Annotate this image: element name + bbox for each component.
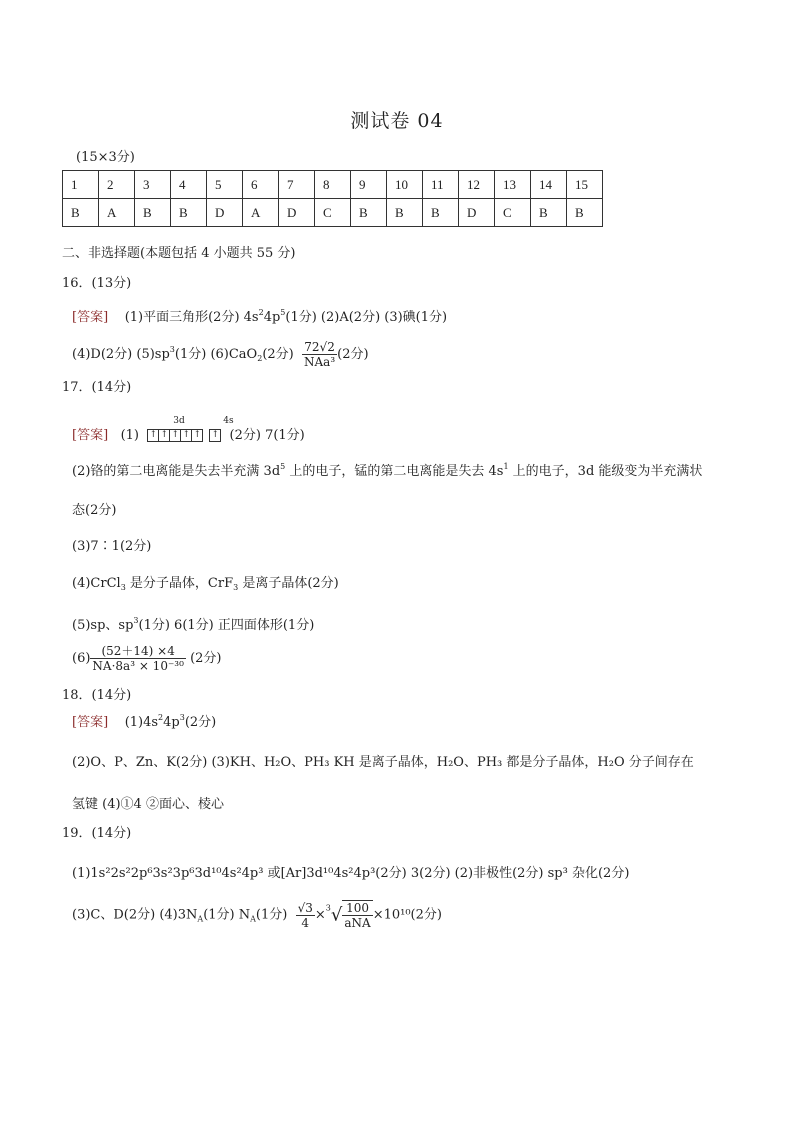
q17-line6: (5)sp、$sp^3(1$分) 6(1分) 正四面体形(1分) <box>72 616 315 633</box>
q16-line1: [答案] (1)平面三角形(2分) $4s^24p^5(1$分) (2)A(2分) (3)碘(1分) <box>72 308 448 325</box>
question-number-cell: 14 <box>531 171 567 199</box>
question-number-cell: 3 <box>135 171 171 199</box>
question-number-cell: 2 <box>99 171 135 199</box>
answer-cell: B <box>135 199 171 227</box>
question-number-cell: 15 <box>567 171 603 199</box>
q16-line2: (4)D(2分) $(5)sp^3(1$分) (6)CaO$_2$(2分) $\frac{72√2}{\text{NAa³}}$ (2分) <box>72 340 369 369</box>
answer-cell: B <box>171 199 207 227</box>
question-number-cell: 13 <box>495 171 531 199</box>
answer-cell: A <box>99 199 135 227</box>
orbital-4s-box: ↑ <box>209 429 221 442</box>
q17-line2: (2)铬的第二电离能是失去半充满 $3d^5$ 上的电子，锰的第二电离能是失去 $4s^1$ 上的电子，3d 能级变为半充满状 <box>72 462 703 479</box>
answer-cell: B <box>387 199 423 227</box>
answer-cell: C <box>315 199 351 227</box>
question-number-cell: 10 <box>387 171 423 199</box>
q18-line3: 氢键 (4)①4 ②面心、棱心 <box>72 797 224 812</box>
q17-line1: [答案] (1) 3d 4s ↑ ↑ ↑ ↑ ↑ ↑ (2分) 7(1分) <box>72 416 305 443</box>
question-number-cell: 4 <box>171 171 207 199</box>
q18-line1: [答案] $(1)4s^24p^3(2$分) <box>72 713 217 730</box>
q19-line1: (1)1s²2s²2p⁶3s²3p⁶3d¹⁰4s²4p³ 或[Ar]3d¹⁰4s²4p³(2分) 3(2分) (2)非极性(2分) sp³ 杂化(2分) <box>72 866 630 881</box>
answer-cell: B <box>63 199 99 227</box>
q16-heading: 16．(13分) <box>62 276 132 291</box>
answer-cell: B <box>423 199 459 227</box>
q18-heading: 18．(14分) <box>62 688 132 703</box>
q19-cuberoot: $\frac{100}{\text{aNA}}$ <box>344 901 371 930</box>
question-number-cell: 11 <box>423 171 459 199</box>
orbital-3d-box: ↑ <box>192 429 203 442</box>
answer-tag: [答案] <box>72 310 109 325</box>
answer-cell: D <box>459 199 495 227</box>
answer-cell: D <box>279 199 315 227</box>
section1-note: (15×3分) <box>76 150 135 165</box>
q17-fraction: $\frac{(52+14) \times 4}{\text{NA·8a³ × 10⁻³⁰}}$ <box>92 644 184 673</box>
answer-cell: A <box>243 199 279 227</box>
q18-line2: (2)O、P、Zn、K(2分) (3)KH、H₂O、PH₃ KH 是离子晶体，H₂O、PH₃ 都是分子晶体，H₂O 分子间存在 <box>72 755 694 770</box>
question-number-cell: 9 <box>351 171 387 199</box>
question-number-cell: 1 <box>63 171 99 199</box>
orbital-3d-box: ↑ <box>181 429 192 442</box>
question-number-cell: 12 <box>459 171 495 199</box>
page-title: 测试卷 04 <box>350 110 444 132</box>
question-number-cell: 6 <box>243 171 279 199</box>
q17-line5: (4)CrCl$_3$ 是分子晶体，CrF$_3$ 是离子晶体(2分) <box>72 576 339 592</box>
answer-cell: C <box>495 199 531 227</box>
answer-row <box>63 199 603 227</box>
q17-line4: (3)7∶1(2分) <box>72 539 152 554</box>
q17-line7: (6) $\frac{(52+14) \times 4}{\text{NA·8a³ × 10⁻³⁰}}$ (2分) <box>72 644 222 673</box>
question-number-cell: 8 <box>315 171 351 199</box>
q19-fraction: $\frac{√3}{4}$ <box>297 900 313 930</box>
orbital-3d-box: ↑ <box>170 429 181 442</box>
question-number-row <box>63 171 603 199</box>
orbital-3d-box: ↑ <box>147 429 159 442</box>
q16-fraction: $\frac{72√2}{\text{NAa³}}$ <box>304 340 336 369</box>
question-number-cell: 5 <box>207 171 243 199</box>
answer-cell: D <box>207 199 243 227</box>
orbital-3d-box: ↑ <box>159 429 170 442</box>
answer-cell: B <box>531 199 567 227</box>
q19-line2: (3)C、D(2分) $(4)3N_A(1$分) $N_A(1$分) $\frac{√3}{4}$ ×$^3$√ $\frac{100}{\text{aNA}}$ ×10¹⁰(2分) <box>72 900 442 930</box>
answer-cell: B <box>351 199 387 227</box>
question-number-cell: 7 <box>279 171 315 199</box>
answer-table <box>62 170 603 227</box>
q19-heading: 19．(14分) <box>62 826 132 841</box>
orbital-diagram: 3d 4s ↑ ↑ ↑ ↑ ↑ ↑ <box>147 428 221 443</box>
q17-heading: 17．(14分) <box>62 380 132 395</box>
q17-line3: 态(2分) <box>72 503 117 518</box>
answer-cell: B <box>567 199 603 227</box>
section2-heading: 二、非选择题(本题包括 4 小题共 55 分) <box>62 246 296 261</box>
